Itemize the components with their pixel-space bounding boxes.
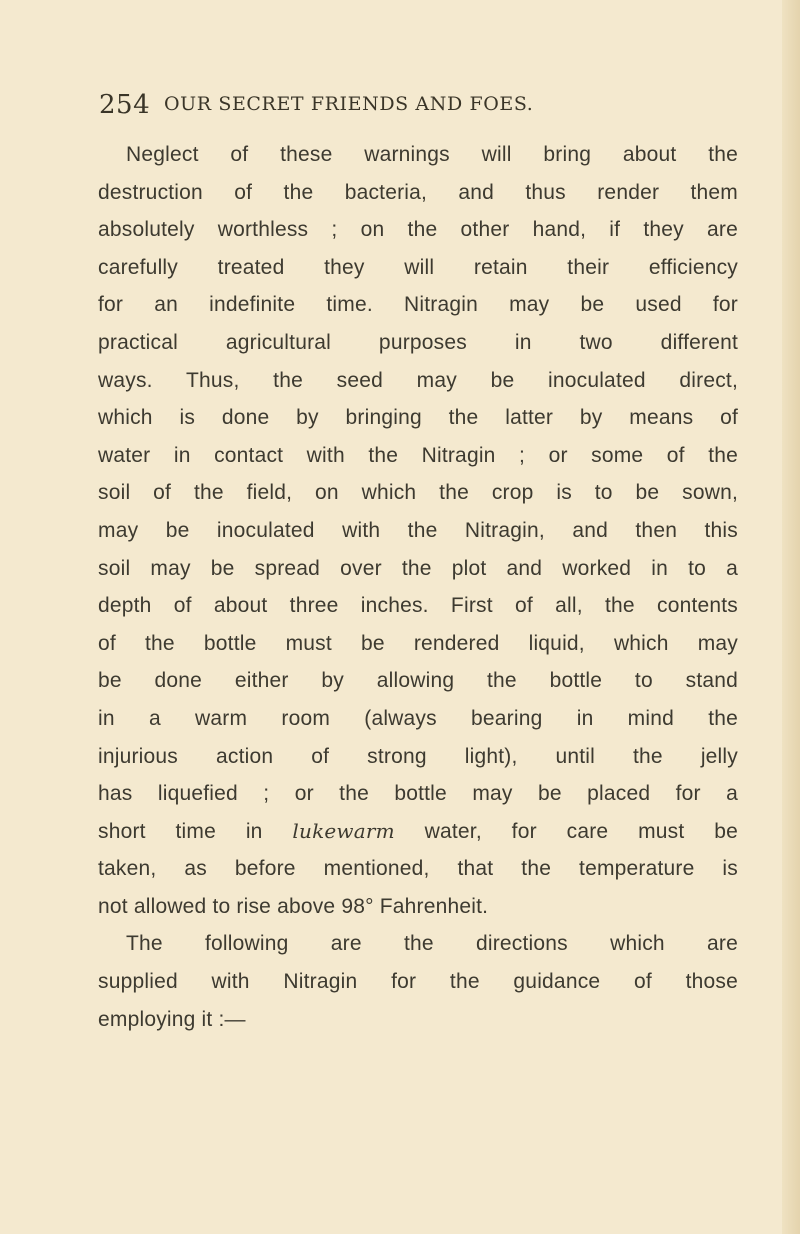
italic-word: lukewarm: [292, 818, 395, 843]
text-line: carefully treated they will retain their efficiency: [98, 255, 738, 279]
text-line: water in contact with the Nitragin ; or some of the: [98, 443, 738, 467]
running-head: [99, 90, 699, 124]
text-line: The following are the directions which are: [126, 932, 738, 956]
text-line: [98, 813, 738, 851]
text-line: soil of the field, on which the crop is to be sown,: [98, 481, 738, 505]
text-fragment: water, for care must be: [394, 819, 738, 843]
text-line: injurious action of strong light), until the jelly: [98, 744, 738, 768]
text-line: be done either by allowing the bottle to stand: [98, 669, 738, 693]
text-line: for an indefinite time. Nitragin may be used for: [98, 293, 738, 317]
book-title: OUR SECRET FRIENDS AND FOES.: [164, 93, 534, 115]
text-line: ways. Thus, the seed may be inoculated direct,: [98, 368, 738, 392]
text-line: destruction of the bacteria, and thus render them: [98, 180, 738, 204]
text-fragment: short time in: [98, 819, 293, 843]
page-edge-shadow: [782, 0, 800, 1234]
body-text: [98, 136, 738, 1038]
text-line: Neglect of these warnings will bring about the: [126, 143, 738, 166]
text-line: may be inoculated with the Nitragin, and then this: [98, 518, 738, 542]
text-line: practical agricultural purposes in two different: [98, 330, 738, 354]
page-number: 254: [99, 90, 151, 120]
text-line: depth of about three inches. First of all, the contents: [98, 594, 738, 618]
text-line: taken, as before mentioned, that the temperature is: [98, 857, 738, 881]
text-line: absolutely worthless ; on the other hand, if they are: [98, 218, 738, 242]
text-line: employing it :—: [98, 1007, 246, 1031]
text-line: soil may be spread over the plot and worked in to a: [98, 556, 738, 580]
text-line: not allowed to rise above 98° Fahrenheit.: [98, 894, 489, 918]
text-line: which is done by bringing the latter by means of: [98, 406, 738, 430]
text-line: has liquefied ; or the bottle may be placed for a: [98, 782, 738, 806]
text-line: supplied with Nitragin for the guidance of those: [98, 970, 738, 994]
text-line: in a warm room (always bearing in mind the: [98, 706, 738, 730]
text-line: of the bottle must be rendered liquid, which may: [98, 631, 738, 655]
